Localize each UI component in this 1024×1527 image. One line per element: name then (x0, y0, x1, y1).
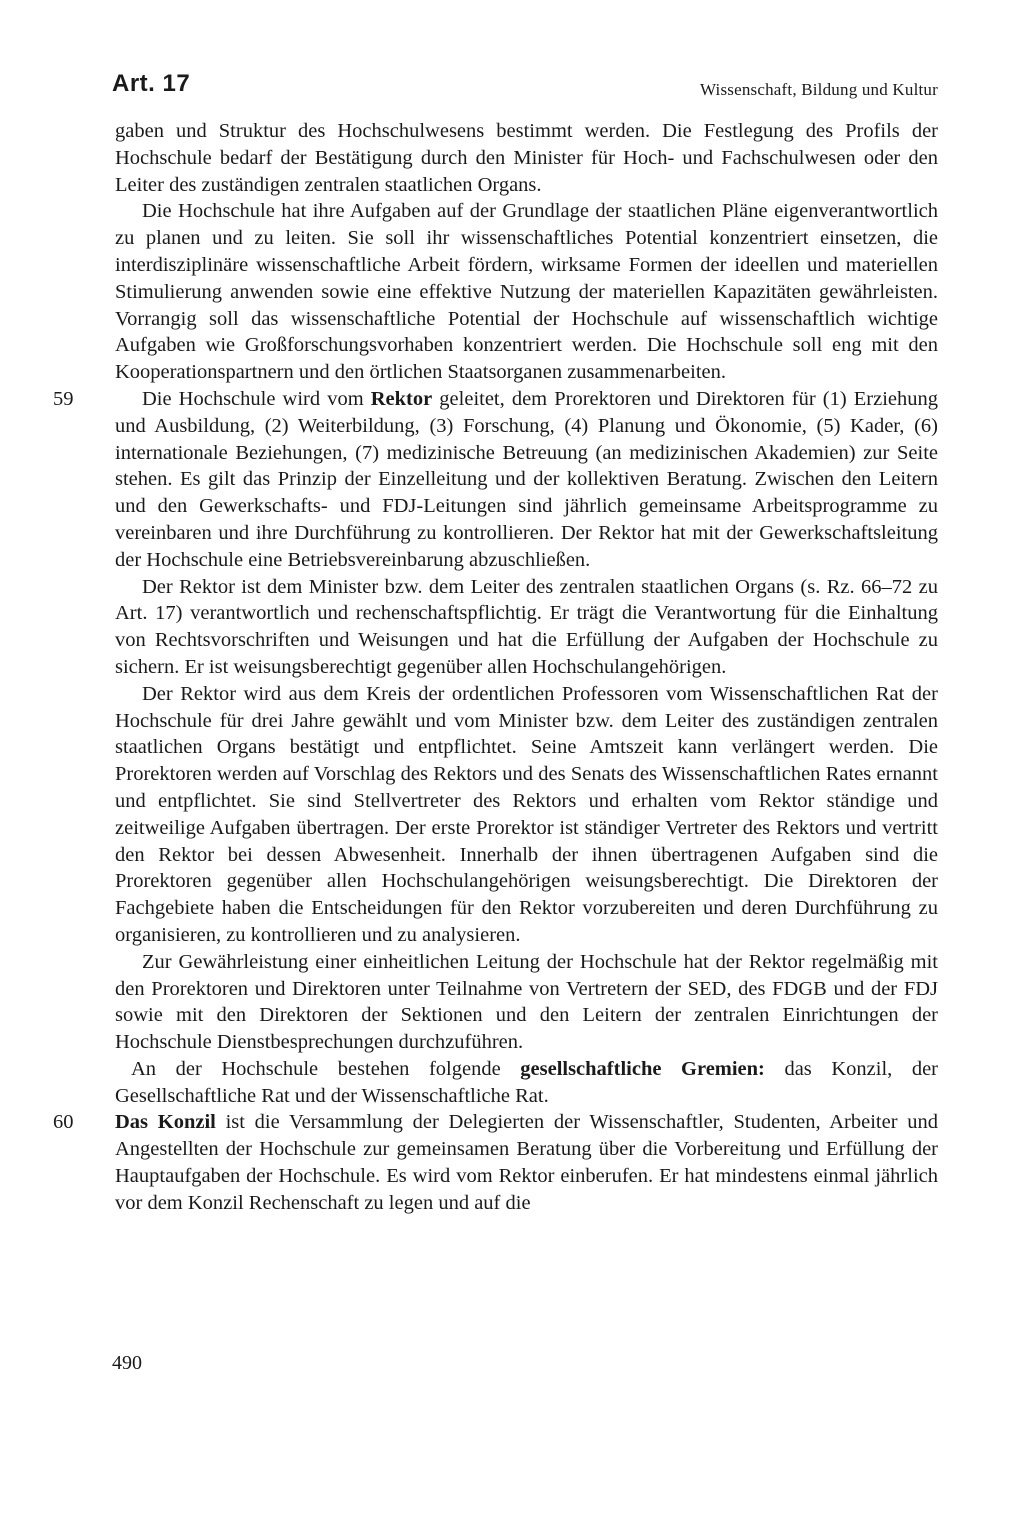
paragraph-6: Zur Gewährleistung einer einheitlichen Leitung der Hochschule hat der Rektor regelmäßig mit den Prorektoren und Direktoren unter Teilnahme von Vertretern der SED, des FDGB und der FDJ sowie mit den Direktoren der Sektionen und den Leitern der zentralen Einrichtungen der Hochschule Dienstbesprechungen durchzuführen. (115, 950, 938, 1054)
body-text (53, 118, 938, 1217)
paragraph-4: Der Rektor ist dem Minister bzw. dem Leiter des zentralen staatlichen Organs (s. Rz. 66–72 zu Art. 17) verantwortlich und rechenschaftspflichtig. Er trägt die Verantwortung für die Einhaltung von Rechtsvorschriften und Weisungen und hat die Erfüllung der Aufgaben der Hochschule zu sichern. Er ist weisungsberechtigt gegenüber allen Hochschulangehörigen. (115, 575, 938, 678)
page-number: 490 (112, 1352, 142, 1374)
article-heading: Art. 17 (112, 70, 191, 97)
paragraph-3-text-rest: geleitet, dem Prorektoren und Direktoren für (1) Erziehung und Ausbildung, (2) Weiterbildung, (3) Forschung, (4) Planung und Ökonomie, (5) Kader, (6) internationale Beziehungen, (7) medizinische Betreuung (an medizinischen Akademien) zur Seite stehen. Es gilt das Prinzip der Einzelleitung und der kollektiven Beratung. Zwischen den Leitern und den Gewerkschafts- und FDJ-Leitungen sind jährlich gemeinsame Arbeitsprogramme zu vereinbaren und ihre Durchführung zu kontrollieren. Der Rektor hat mit der Gewerkschaftsleitung der Hochschule eine Betriebsvereinbarung abzuschließen. (115, 387, 938, 571)
paragraph-7-text-start: An der Hochschule bestehen folgende (131, 1057, 521, 1080)
margin-number-59: 59 (53, 387, 74, 410)
paragraph-7-bold-term: gesellschaftliche Gremien: (520, 1057, 765, 1080)
paragraph-2: Die Hochschule hat ihre Aufgaben auf der Grundlage der staatlichen Pläne eigenverantwortlich zu planen und zu leiten. Sie soll ihr wissenschaftliches Potential konzentriert einsetzen, die interdisziplinäre wissenschaftliche Arbeit fördern, wirksame Formen der ideellen und materiellen Stimulierung anwenden sowie eine effektive Nutzung der materiellen Kapazitäten gewährleisten. Vorrangig soll das wissenschaftliche Potential der Hochschule auf wissenschaftlich wichtige Aufgaben wie Großforschungsvorhaben konzentriert werden. Die Hochschule soll eng mit den Kooperationspartnern und den örtlichen Staatsorganen zusammenarbeiten. (115, 200, 938, 384)
paragraph-8 (53, 1109, 938, 1216)
paragraph-7-text-rest: das Konzil, der Gesellschaftliche Rat und der Wissenschaftliche Rat. (115, 1057, 938, 1107)
margin-number-60: 60 (53, 1111, 74, 1134)
running-header: Wissenschaft, Bildung und Kultur (699, 80, 938, 99)
paragraph-3 (53, 386, 938, 574)
paragraph-8-bold-term: Das Konzil (115, 1111, 216, 1134)
paragraph-3-bold-term: Rektor (370, 387, 433, 410)
paragraph-7 (115, 1056, 938, 1110)
paragraph-8-text-rest: ist die Versammlung der Delegierten der Wissenschaftler, Studenten, Arbeiter und Angestellten der Hochschule zur gemeinsamen Beratung über die Vorbereitung und Erfüllung der Hauptaufgaben der Hochschule. Es wird vom Rektor einberufen. Er hat mindestens einmal jährlich vor dem Konzil Rechenschaft zu legen und auf die (115, 1111, 938, 1214)
paragraph-1: gaben und Struktur des Hochschulwesens bestimmt werden. Die Festlegung des Profils der Hochschule bedarf der Bestätigung durch den Minister für Hoch- und Fachschulwesen oder den Leiter des zuständigen zentralen staatlichen Organs. (115, 120, 938, 196)
paragraph-5: Der Rektor wird aus dem Kreis der ordentlichen Professoren vom Wissenschaftlichen Rat der Hochschule für drei Jahre gewählt und vom Minister bzw. dem Leiter des zuständigen zentralen staatlichen Organs bestätigt und entpflichtet. Seine Amtszeit kann verlängert werden. Die Prorektoren werden auf Vorschlag des Rektors und des Senats des Wissenschaftlichen Rates ernannt und entpflichtet. Sie sind Stellvertreter des Rektors und erhalten vom Rektor ständige und zeitweilige Aufgaben übertragen. Der erste Prorektor ist ständiger Vertreter des Rektors und vertritt den Rektor bei dessen Abwesenheit. Innerhalb der ihnen übertragenen Aufgaben sind die Prorektoren gegenüber allen Hochschulangehörigen weisungsberechtigt. Die Direktoren der Fachgebiete haben die Entscheidungen für den Rektor vorzubereiten und deren Durchführung zu organisieren, zu kontrollieren und zu analysieren. (115, 682, 938, 946)
paragraph-3-text-start: Die Hochschule wird vom (142, 387, 371, 410)
